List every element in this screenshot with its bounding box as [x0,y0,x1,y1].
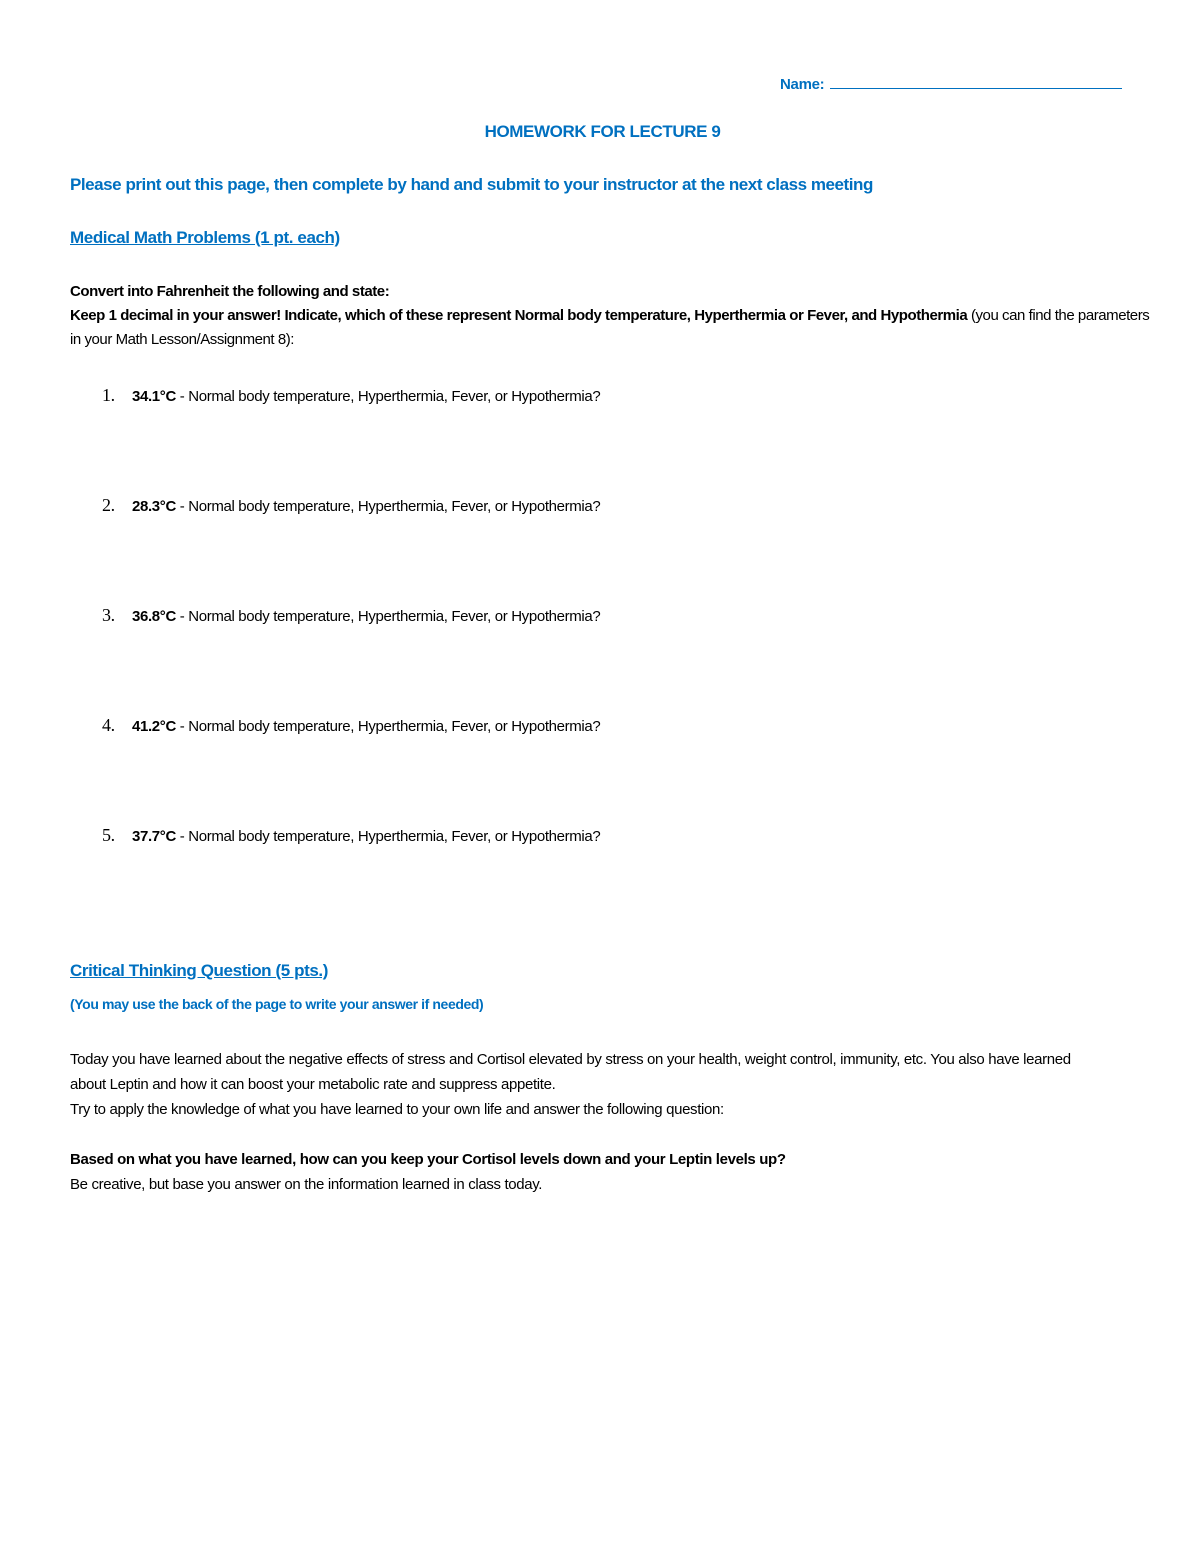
question-text: - Normal body temperature, Hyperthermia, Fever, or Hypothermia? [175,498,601,515]
list-item [102,825,600,846]
back-of-page-note: (You may use the back of the page to write your answer if needed) [70,996,484,1012]
medical-math-heading: Medical Math Problems (1 pt. each) [70,228,340,247]
list-item [102,385,600,406]
question-temperature: 41.2°C [132,718,176,735]
critical-thinking-body [70,1047,1100,1197]
convert-line: Convert into Fahrenheit the following and state: [70,283,390,300]
keep-line-normal: (you can find the parameters in your Math Lesson/Assignment 8): [70,307,1150,348]
spacer [70,1122,1100,1147]
question-text: - Normal body temperature, Hyperthermia, Fever, or Hypothermia? [175,828,601,845]
question-text: - Normal body temperature, Hyperthermia, Fever, or Hypothermia? [175,388,601,405]
instructions-text: Please print out this page, then complete by hand and submit to your instructor at the next class meeting [70,175,873,194]
question-temperature: 36.8°C [132,608,176,625]
list-item [102,605,600,626]
name-field [780,74,1122,93]
keep-line-bold: Keep 1 decimal in your answer! Indicate, which of these represent Normal body temperature, Hyperthermia or Fever, and Hypothermia [70,307,968,324]
question-number: 3. [102,605,115,625]
list-item [102,495,600,516]
question-temperature: 28.3°C [132,498,176,515]
paragraph-apply-knowledge: Try to apply the knowledge of what you have learned to your own life and answer the following question: [70,1101,724,1118]
critical-thinking-heading: Critical Thinking Question (5 pts.) [70,961,329,980]
list-item [102,715,600,736]
creative-note: Be creative, but base you answer on the information learned in class today. [70,1176,543,1193]
question-number: 5. [102,825,115,845]
convert-instructions [70,280,1150,352]
question-temperature: 37.7°C [132,828,176,845]
question-number: 1. [102,385,115,405]
critical-question: Based on what you have learned, how can you keep your Cortisol levels down and your Leptin levels up? [70,1151,786,1168]
name-blank-line [830,74,1122,89]
name-label: Name: [780,76,825,93]
question-text: - Normal body temperature, Hyperthermia, Fever, or Hypothermia? [175,608,601,625]
question-number: 4. [102,715,115,735]
question-temperature: 34.1°C [132,388,176,405]
question-text: - Normal body temperature, Hyperthermia, Fever, or Hypothermia? [175,718,601,735]
page-title: HOMEWORK FOR LECTURE 9 [484,122,721,141]
paragraph-stress-leptin: Today you have learned about the negative effects of stress and Cortisol elevated by stress on your health, weight control, immunity, etc. You also have learned about Leptin and how it can boost your metabolic rate and suppress appetite. [70,1051,1071,1093]
question-number: 2. [102,495,115,515]
keep-decimal-paragraph [70,304,1150,352]
